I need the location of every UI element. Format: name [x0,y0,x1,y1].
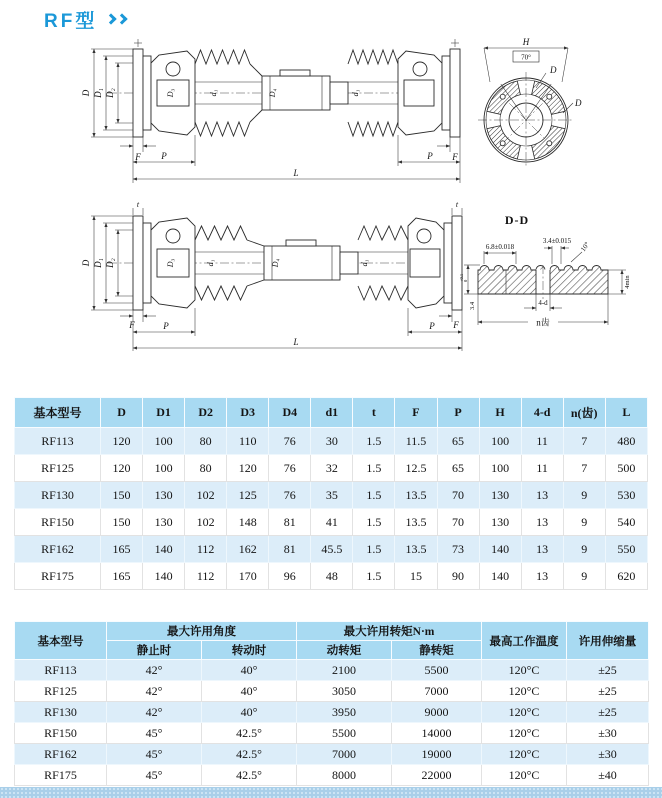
table-cell: 620 [605,563,647,590]
column-header: D1 [143,398,185,428]
table-cell: 140 [143,536,185,563]
left-flange [133,39,151,137]
table-cell: 42.5° [202,765,297,786]
table-cell: 9000 [392,702,482,723]
dim-label-D: D [575,98,582,108]
dim-label-P: P [161,151,167,161]
table-cell: 13 [521,482,563,509]
dim-label-D4: D₄ [271,258,280,268]
table-cell: 73 [437,536,479,563]
table-cell: 42.5° [202,723,297,744]
page-title: RF型 [44,10,98,32]
column-header: P [437,398,479,428]
table-cell: 70 [437,509,479,536]
table-cell: 76 [269,428,311,455]
table-cell: 7000 [297,744,392,765]
table-cell: 9 [563,563,605,590]
center-sleeve [264,240,358,280]
performance-table-header [15,622,649,660]
table-cell: RF150 [15,723,107,744]
table-cell: RF162 [15,744,107,765]
table-cell: 110 [227,428,269,455]
table-cell: 112 [185,563,227,590]
table-cell: 40° [202,702,297,723]
table-cell: RF130 [15,702,107,723]
table-cell: 102 [185,482,227,509]
table-cell: 1.5 [353,455,395,482]
table-cell: 165 [101,563,143,590]
dim-label-F: F [452,152,458,162]
left-joint [151,51,195,135]
left-flange [133,200,151,310]
table-cell: 13.5 [395,509,437,536]
table-cell: 30 [311,428,353,455]
dim-label-P: P [163,321,169,331]
dim-label-L: L [293,337,299,347]
dim-label-t: t [136,200,140,209]
table-cell: 150 [101,482,143,509]
table-cell: 120 [227,455,269,482]
right-joint [398,51,442,135]
table-cell: RF113 [15,428,101,455]
column-header: 基本型号 [15,398,101,428]
dim-label-d1: d₁ [360,259,369,267]
table-cell: RF150 [15,509,101,536]
table-cell: 11.5 [395,428,437,455]
column-header: D4 [269,398,311,428]
dim-label-P: P [427,151,433,161]
table-cell: 540 [605,509,647,536]
dim-label-F: F [135,152,141,162]
table-row [15,765,649,786]
table-cell: 3950 [297,702,392,723]
table-cell: 100 [143,428,185,455]
table-cell: 130 [479,482,521,509]
table-cell: ±40 [567,765,649,786]
table-cell: ±25 [567,702,649,723]
table-cell: 19000 [392,744,482,765]
table-cell: 1.5 [353,563,395,590]
angle-label: 70° [521,53,531,62]
table-cell: 96 [269,563,311,590]
table-cell: 80 [185,428,227,455]
table-row [15,702,649,723]
table-cell: 76 [269,482,311,509]
section-title: D-D [504,213,530,227]
dim-label-D2: D₂ [105,258,115,268]
table-cell: 41 [311,509,353,536]
column-header: d1 [311,398,353,428]
table-row [15,509,648,536]
bottom-dimensions [120,308,462,351]
double-chevron-icon [106,13,117,24]
dim-label-H: H [522,37,530,47]
tooth-height-label: 3.4 [469,301,476,310]
table-cell: 48 [311,563,353,590]
table-row [15,428,648,455]
table-cell: 76 [269,455,311,482]
table-cell: 80 [185,455,227,482]
table-cell: 165 [101,536,143,563]
column-header: D [101,398,143,428]
table-cell: RF125 [15,681,107,702]
table-cell: 22000 [392,765,482,786]
table-cell: 42° [107,702,202,723]
dim-label-D1: D₁ [93,258,103,268]
table-row [15,660,649,681]
column-header: t [353,398,395,428]
column-header: n(齿) [563,398,605,428]
table-cell: 9 [563,509,605,536]
table-cell: 3050 [297,681,392,702]
teeth-count-label: n齿 [536,317,550,328]
table-cell: 120°C [482,681,567,702]
right-flange [442,39,460,137]
performance-table [14,621,649,786]
column-header: 最高工作温度 [482,622,567,660]
table-cell: 11 [521,455,563,482]
column-header: 静转矩 [392,641,482,660]
table-row [15,536,648,563]
table-cell: 162 [227,536,269,563]
table-cell: 5500 [392,660,482,681]
dim-label-F: F [453,320,459,330]
column-header: 静止时 [107,641,202,660]
table-cell: 2100 [297,660,392,681]
left-joint [151,218,195,308]
tol-upper-label: +0.1 [459,273,464,282]
table-cell: 45° [107,765,202,786]
table-cell: 13 [521,536,563,563]
table-cell: 100 [479,455,521,482]
table-cell: ±30 [567,723,649,744]
column-header: 转动时 [202,641,297,660]
table-cell: 125 [227,482,269,509]
table-cell: 65 [437,428,479,455]
dim-label-t: t [455,200,459,209]
dim-label-L: L [293,168,299,178]
column-header: F [395,398,437,428]
dim-label-D2: D₂ [105,88,115,98]
table-cell: 42° [107,681,202,702]
table-cell: 15 [395,563,437,590]
table-cell: 120°C [482,702,567,723]
table-cell: 140 [479,563,521,590]
table-cell: ±25 [567,660,649,681]
table-cell: 32 [311,455,353,482]
holes-label: 4-d [538,299,548,307]
tooth-width-label: 3.4±0.015 [542,237,572,245]
min-depth-label: 4min [624,275,631,289]
table-cell: 13 [521,509,563,536]
table-cell: 170 [227,563,269,590]
dim-label-P: P [429,321,435,331]
table-cell: 90 [437,563,479,590]
column-header: 动转矩 [297,641,392,660]
table-cell: RF113 [15,660,107,681]
column-header: D2 [185,398,227,428]
table-cell: 1.5 [353,428,395,455]
serration-section-view [458,210,658,345]
table-cell: 100 [479,428,521,455]
table-cell: 5500 [297,723,392,744]
performance-table-body [15,660,649,786]
table-cell: 7000 [392,681,482,702]
column-header: 4-d [521,398,563,428]
table-cell: ±25 [567,681,649,702]
table-cell: 120°C [482,744,567,765]
table-cell: 8000 [297,765,392,786]
table-cell: 120 [101,428,143,455]
shaft-drawing-bottom [58,198,463,358]
table-cell: 112 [185,536,227,563]
table-cell: 130 [479,509,521,536]
page-header [44,6,126,32]
table-cell: 550 [605,536,647,563]
flange-end-view [466,36,656,186]
column-header: 基本型号 [15,622,107,660]
table-cell: 102 [185,509,227,536]
table-cell: 42.5° [202,744,297,765]
dimensions-table-body [15,428,648,590]
table-cell: 120°C [482,765,567,786]
dim-label-d1: d₁ [209,89,218,97]
tol-lower-label: 0 [463,279,468,282]
table-cell: 130 [143,509,185,536]
table-cell: 150 [101,509,143,536]
table-cell: 45.5 [311,536,353,563]
dim-label-D: D [81,89,91,97]
dim-label-D: D [550,65,557,75]
table-cell: 45° [107,723,202,744]
table-cell: RF175 [15,563,101,590]
table-cell: 1.5 [353,509,395,536]
table-cell: 500 [605,455,647,482]
dimensions-table-header [15,398,648,428]
dim-label-d1: d₁ [206,259,215,267]
column-header: D3 [227,398,269,428]
table-cell: 530 [605,482,647,509]
dimensions-table [14,397,648,590]
dim-label-D1: D₁ [93,88,103,98]
table-row [15,744,649,765]
table-cell: 13.5 [395,482,437,509]
table-cell: 9 [563,482,605,509]
bottom-dimensions [120,135,460,183]
table-cell: 140 [479,536,521,563]
flank-angle-label: 10° [579,240,592,254]
table-cell: RF130 [15,482,101,509]
page-footer-strip [0,787,662,798]
table-row [15,681,649,702]
table-cell: 120°C [482,660,567,681]
table-cell: RF125 [15,455,101,482]
table-cell: 70 [437,482,479,509]
center-sleeve [262,70,348,110]
dim-label-D4: D₄ [268,88,277,98]
table-cell: 40° [202,660,297,681]
table-row [15,563,648,590]
table-cell: 81 [269,509,311,536]
double-chevron-icon [117,13,128,24]
table-row [15,723,649,744]
table-cell: 7 [563,455,605,482]
table-cell: 13.5 [395,536,437,563]
right-joint [408,218,444,308]
dim-label-D: D [81,259,91,267]
table-cell: 14000 [392,723,482,744]
dim-label-D3: D₃ [166,88,175,98]
table-cell: 1.5 [353,536,395,563]
pitch-dim-label: 6.8±0.018 [485,243,515,251]
shaft-drawing-top [58,36,463,194]
table-cell: 35 [311,482,353,509]
dim-label-D3: D₃ [166,258,175,268]
table-row [15,455,648,482]
table-cell: 120 [101,455,143,482]
table-cell: 140 [143,563,185,590]
table-cell: RF175 [15,765,107,786]
table-cell: 65 [437,455,479,482]
table-cell: RF162 [15,536,101,563]
table-cell: 42° [107,660,202,681]
table-cell: 45° [107,744,202,765]
column-header: H [479,398,521,428]
dim-label-d1: d₁ [351,89,360,97]
table-cell: ±30 [567,744,649,765]
table-cell: 120°C [482,723,567,744]
table-cell: 12.5 [395,455,437,482]
column-header: L [605,398,647,428]
table-cell: 7 [563,428,605,455]
dim-label-F: F [129,320,135,330]
table-cell: 100 [143,455,185,482]
table-cell: 13 [521,563,563,590]
column-header: 许用伸缩量 [567,622,649,660]
table-cell: 148 [227,509,269,536]
table-cell: 1.5 [353,482,395,509]
serrated-bar [478,265,608,299]
column-header-group: 最大许用角度 [107,622,297,641]
table-cell: 81 [269,536,311,563]
table-cell: 11 [521,428,563,455]
table-cell: 40° [202,681,297,702]
column-header-group: 最大许用转矩N·m [297,622,482,641]
table-cell: 480 [605,428,647,455]
table-cell: 9 [563,536,605,563]
table-cell: 130 [143,482,185,509]
table-row [15,482,648,509]
